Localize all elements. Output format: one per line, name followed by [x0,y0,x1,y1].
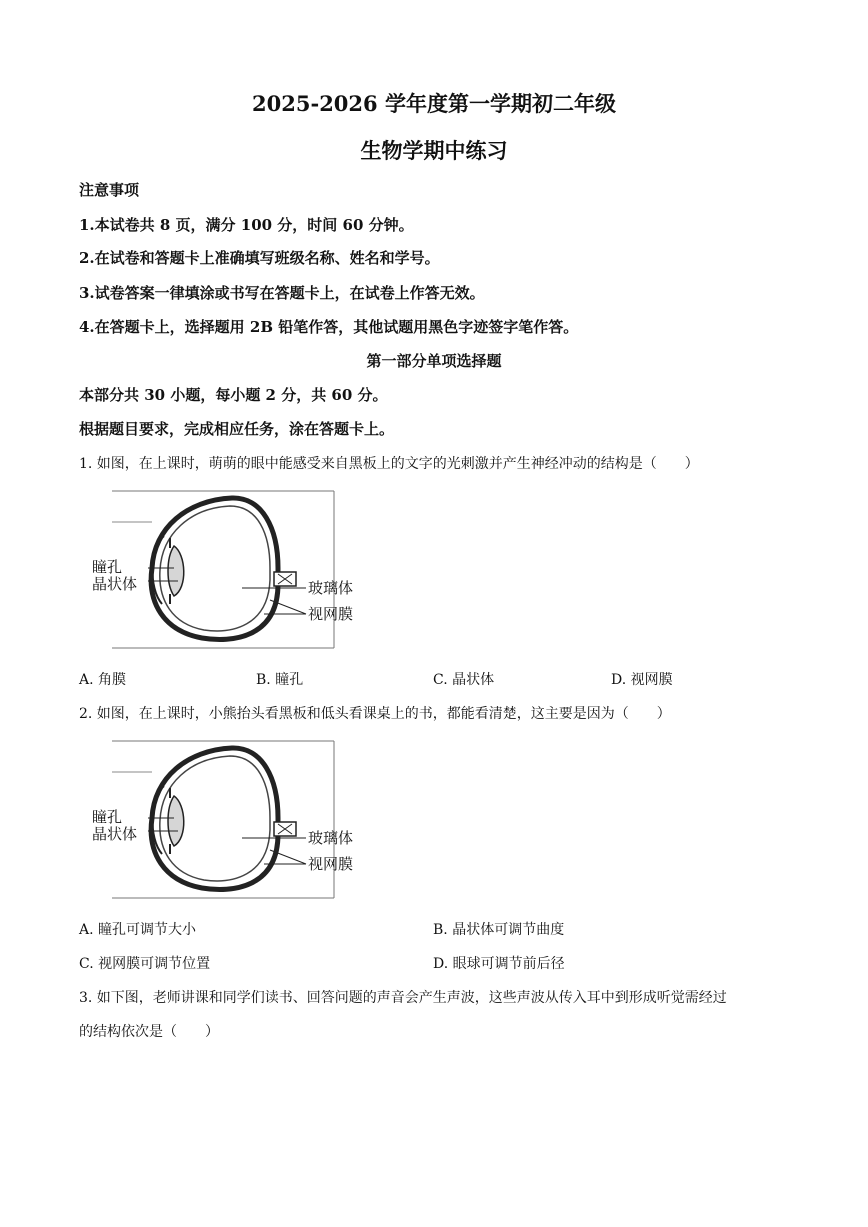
section-title: 第一部分单项选择题 [366,352,502,370]
section-intro: 根据题目要求，完成相应任务，涂在答题卡上。 [79,420,395,438]
option-a: A. 瞳孔可调节大小 [79,922,197,938]
notice-item: 3.试卷答案一律填涂或书写在答题卡上，在试卷上作答无效。 [79,284,485,302]
label-retina: 视网膜 [308,605,354,623]
option-c: C. 视网膜可调节位置 [79,956,211,972]
label-pupil: 瞳孔 [92,808,123,826]
option-b: B. 瞳孔 [256,672,304,688]
option-d: D. 眼球可调节前后径 [433,956,565,972]
page-title-line2: 生物学期中练习 [360,138,508,163]
section-intro: 本部分共 30 小题，每小题 2 分，共 60 分。 [79,386,388,404]
label-lens: 晶状体 [92,825,138,843]
option-c: C. 晶状体 [433,672,495,688]
label-vitreous: 玻璃体 [308,579,354,597]
option-d: D. 视网膜 [611,672,673,688]
option-b: B. 晶状体可调节曲度 [433,922,565,938]
label-vitreous: 玻璃体 [308,829,354,847]
question-2-stem: 2. 如图，在上课时，小熊抬头看黑板和低头看课桌上的书，都能看清楚，这主要是因为（ ） [79,706,671,722]
question-1-stem: 1. 如图，在上课时，萌萌的眼中能感受来自黑板上的文字的光刺激并产生神经冲动的结构是（ ） [79,456,699,472]
option-a: A. 角膜 [79,672,127,688]
notice-item: 2.在试卷和答题卡上准确填写班级名称、姓名和学号。 [79,249,440,267]
label-pupil: 瞳孔 [92,558,123,576]
notice-item: 1.本试卷共 8 页，满分 100 分，时间 60 分钟。 [79,216,414,234]
label-retina: 视网膜 [308,855,354,873]
notice-heading: 注意事项 [79,181,140,199]
eye-diagram-q2 [92,738,362,902]
question-3-stem-cont: 的结构依次是（ ） [79,1024,219,1040]
label-lens: 晶状体 [92,575,138,593]
page-title-line1: 2025-2026 学年度第一学期初二年级 [252,91,616,116]
notice-item: 4.在答题卡上，选择题用 2B 铅笔作答，其他试题用黑色字迹签字笔作答。 [79,318,579,336]
question-3-stem: 3. 如下图，老师讲课和同学们读书、回答问题的声音会产生声波，这些声波从传入耳中到形成听觉需经过 [79,990,727,1006]
eye-diagram-q1 [92,488,362,652]
